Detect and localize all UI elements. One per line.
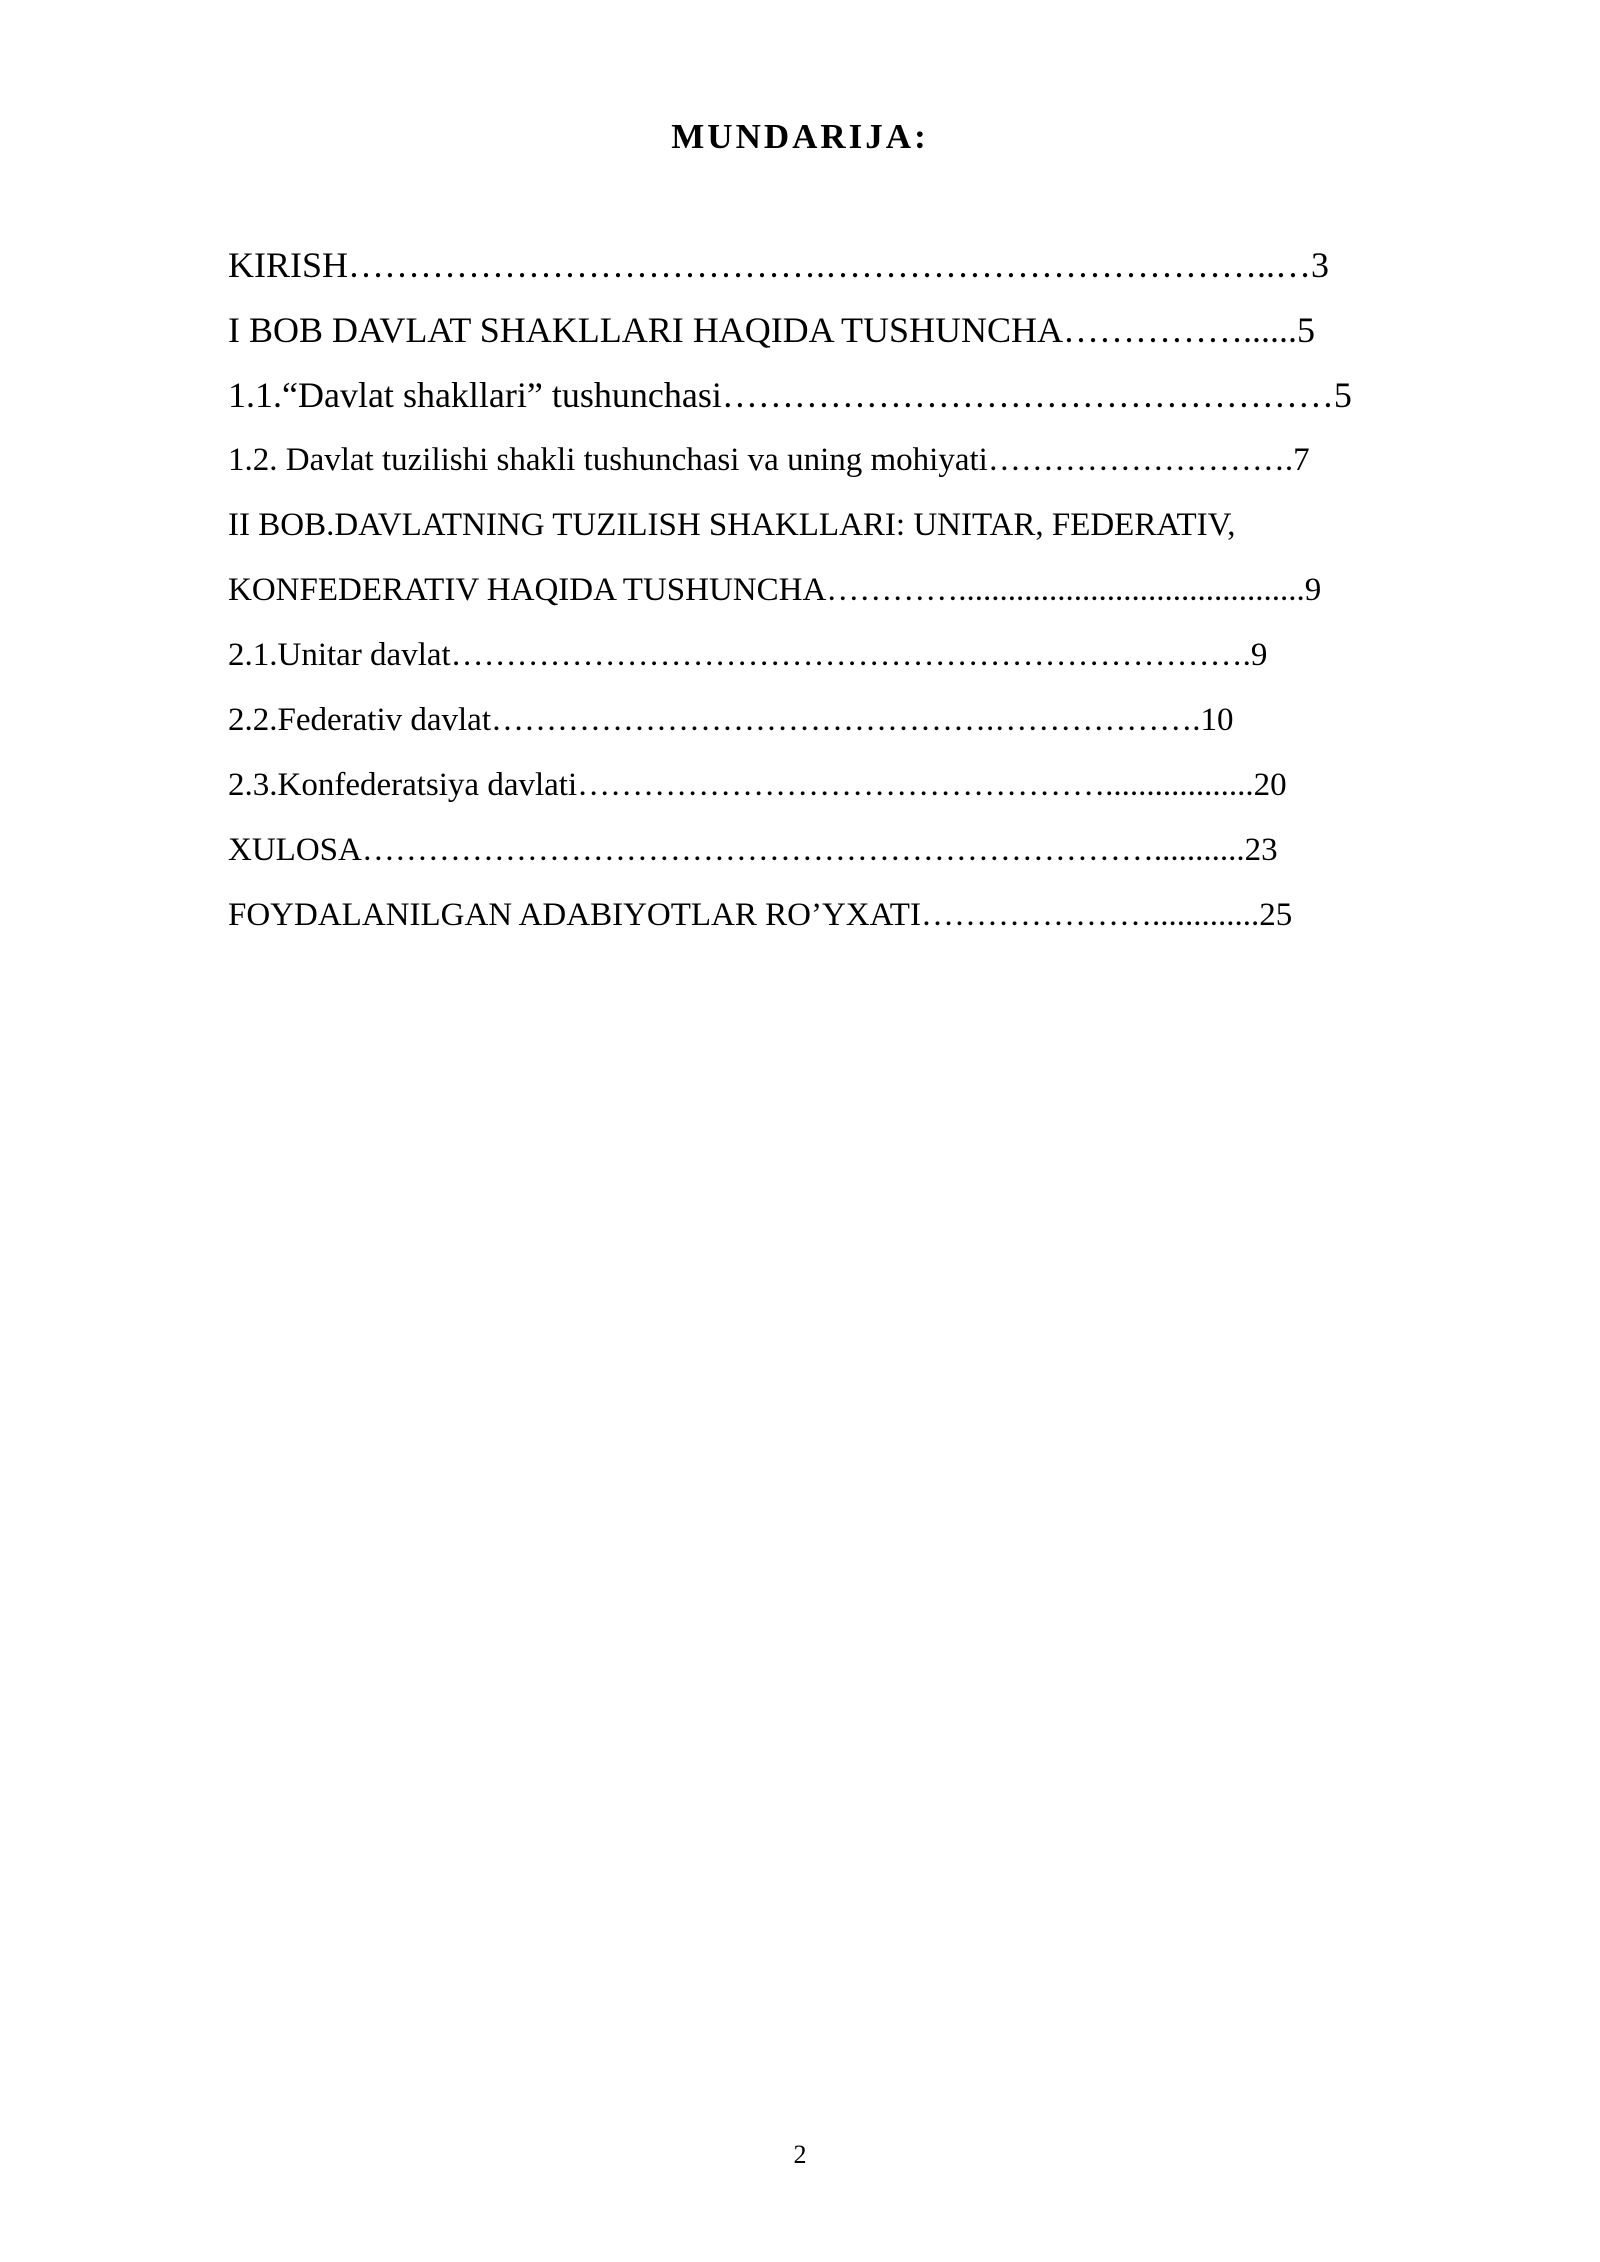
toc-entry-chapter-2-line-2: KONFEDERATIV HAQIDA TUSHUNCHA…………..........................................9 (228, 572, 1322, 608)
toc-entry-section-1-1: 1.1.“Davlat shakllari” tushunchasi……………………………………………5 (228, 375, 1352, 415)
toc-entry-section-1-2: 1.2. Davlat tuzilishi shakli tushunchasi va uning mohiyati……………………….7 (228, 442, 1310, 478)
page-number: 2 (793, 2140, 807, 2169)
toc-entry-references: FOYDALANILGAN ADABIYOTLAR RO’YXATI………………….............25 (228, 897, 1293, 933)
toc-entry-section-2-3: 2.3.Konfederatsiya davlati…………………………………………..................20 (228, 767, 1287, 803)
toc-entry-kirish: KIRISH………………………………….………………………………..…3 (228, 245, 1330, 285)
toc-entry-chapter-2-line-1: II BOB.DAVLATNING TUZILISH SHAKLLARI: UNITAR, FEDERATIV, (228, 507, 1236, 543)
toc-entry-section-2-2: 2.2.Federativ davlat……………………………………….……………….10 (228, 702, 1234, 738)
toc-entry-chapter-1: I BOB DAVLAT SHAKLLARI HAQIDA TUSHUNCHA……………......5 (228, 310, 1316, 350)
page-title: MUNDARIJA: (671, 117, 929, 156)
toc-entry-section-2-1: 2.1.Unitar davlat……………………………………………………………….9 (228, 637, 1268, 673)
toc-entry-xulosa: XULOSA………………………………………………………………...........23 (228, 832, 1278, 868)
